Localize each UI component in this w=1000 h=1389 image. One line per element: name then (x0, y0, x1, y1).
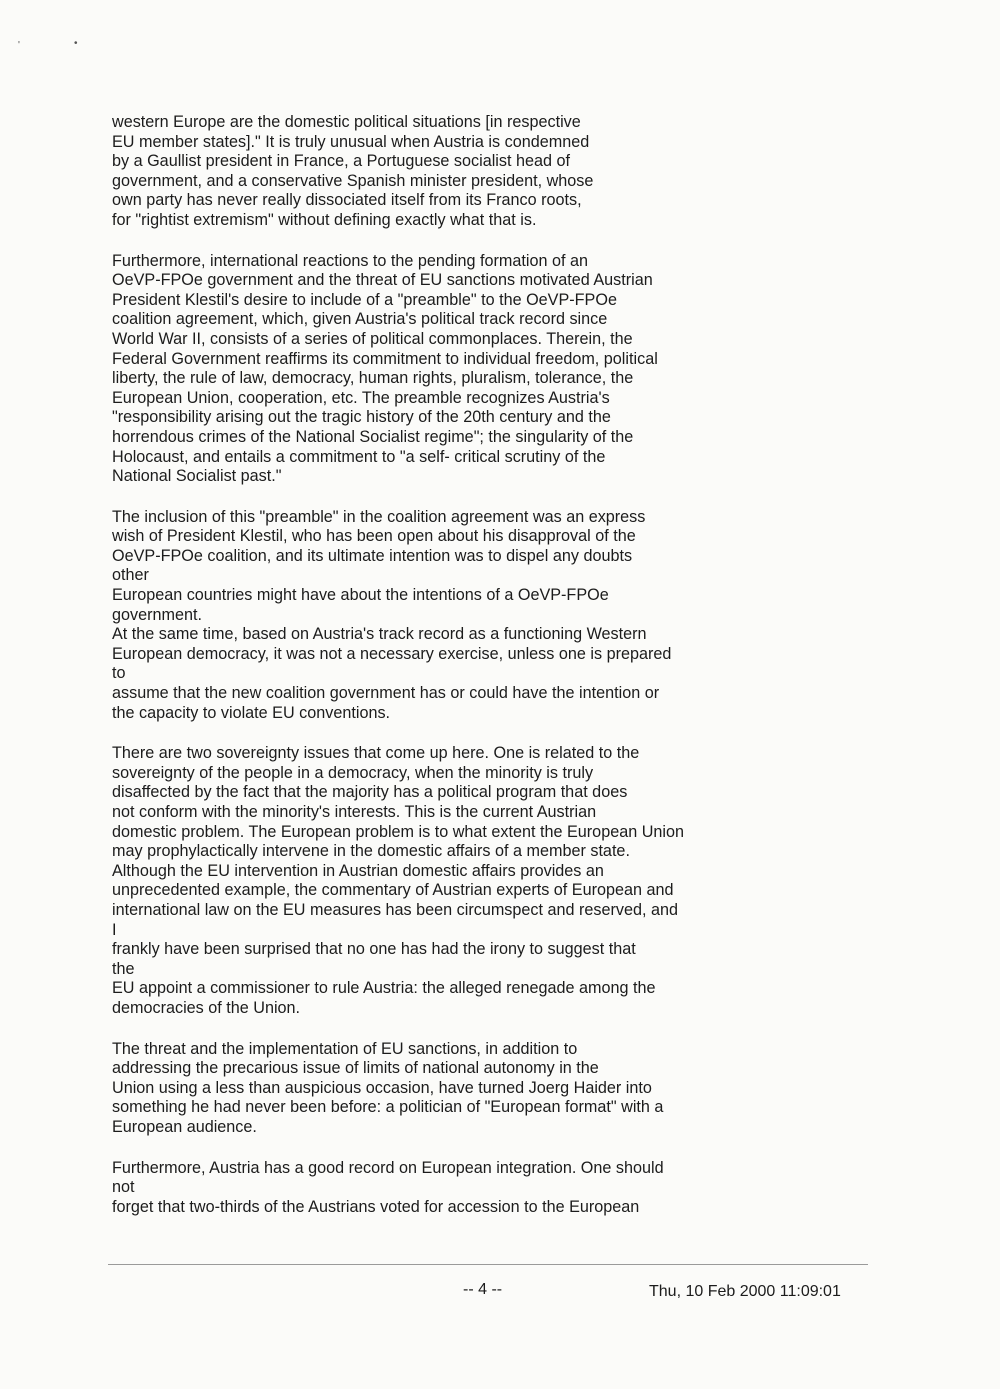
text-line: EU appoint a commissioner to rule Austria: the alleged renegade among the (112, 979, 656, 998)
text-line: "responsibility arising out the tragic history of the 20th century and the (112, 408, 611, 427)
paragraph (112, 508, 762, 724)
text-line: liberty, the rule of law, democracy, human rights, pluralism, tolerance, the (112, 369, 634, 388)
text-line: Union using a less than auspicious occasion, have turned Joerg Haider into (112, 1078, 652, 1097)
text-line: Federal Government reaffirms its commitment to individual freedom, political (112, 349, 658, 368)
text-line: the (112, 959, 135, 978)
footer-datetime: Thu, 10 Feb 2000 11:09:01 (649, 1283, 841, 1300)
text-line: wish of President Klestil, who has been open about his disapproval of the (112, 527, 636, 546)
paragraph (112, 744, 762, 1018)
text-line: The threat and the implementation of EU sanctions, in addition to (112, 1039, 578, 1058)
text-line: frankly have been surprised that no one has had the irony to suggest that (112, 940, 636, 959)
text-line: I (112, 920, 117, 939)
text-line: other (112, 566, 149, 585)
text-line: coalition agreement, which, given Austria's political track record since (112, 310, 608, 329)
text-line: something he had never been before: a politician of "European format" with a (112, 1098, 664, 1117)
text-line: European audience. (112, 1117, 257, 1136)
text-line: At the same time, based on Austria's track record as a functioning Western (112, 625, 647, 644)
text-line: There are two sovereignty issues that come up here. One is related to the (112, 744, 640, 763)
text-line: EU member states]." It is truly unusual when Austria is condemned (112, 132, 590, 151)
text-line: Holocaust, and entails a commitment to "a self- critical scrutiny of the (112, 447, 606, 466)
scan-mark-right: • (74, 38, 78, 49)
paragraph (112, 252, 762, 487)
text-line: the capacity to violate EU conventions. (112, 703, 391, 722)
text-line: Although the EU intervention in Austrian domestic affairs provides an (112, 861, 604, 880)
text-line: addressing the precarious issue of limits of national autonomy in the (112, 1059, 599, 1078)
paragraph (112, 1159, 762, 1218)
text-line: may prophylactically intervene in the domestic affairs of a member state. (112, 842, 630, 861)
text-line: not (112, 1178, 135, 1197)
text-line: horrendous crimes of the National Socialist regime"; the singularity of the (112, 427, 634, 446)
paragraph (112, 113, 762, 231)
text-line: international law on the EU measures has been circumspect and reserved, and (112, 900, 678, 919)
text-line: own party has never really dissociated itself from its Franco roots, (112, 191, 582, 210)
text-line: assume that the new coalition government has or could have the intention or (112, 684, 660, 703)
text-line: National Socialist past." (112, 467, 282, 486)
text-line: government. (112, 605, 202, 624)
text-line: Furthermore, international reactions to the pending formation of an (112, 251, 589, 270)
text-line: OeVP-FPOe government and the threat of EU sanctions motivated Austrian (112, 271, 653, 290)
text-line: to (112, 664, 126, 683)
text-line: government, and a conservative Spanish minister president, whose (112, 171, 594, 190)
body-text (112, 113, 762, 1238)
text-line: by a Gaullist president in France, a Portuguese socialist head of (112, 152, 571, 171)
text-line: western Europe are the domestic political situations [in respective (112, 113, 581, 131)
text-line: European Union, cooperation, etc. The preamble recognizes Austria's (112, 388, 610, 407)
text-line: unprecedented example, the commentary of Austrian experts of European and (112, 881, 674, 900)
text-line: democracies of the Union. (112, 998, 301, 1017)
text-line: European democracy, it was not a necessary exercise, unless one is prepared (112, 644, 672, 663)
scan-mark-left: ' (18, 40, 20, 51)
text-line: disaffected by the fact that the majority has a political program that does (112, 783, 628, 802)
text-line: World War II, consists of a series of political commonplaces. Therein, the (112, 329, 633, 348)
text-line: domestic problem. The European problem is to what extent the European Union (112, 822, 684, 841)
text-line: The inclusion of this "preamble" in the coalition agreement was an express (112, 507, 646, 526)
footer-divider (108, 1264, 868, 1265)
text-line: forget that two-thirds of the Austrians voted for accession to the European (112, 1197, 640, 1216)
text-line: sovereignty of the people in a democracy, when the minority is truly (112, 763, 594, 782)
text-line: for "rightist extremism" without defining exactly what that is. (112, 210, 537, 229)
text-line: OeVP-FPOe coalition, and its ultimate intention was to dispel any doubts (112, 546, 633, 565)
text-line: European countries might have about the intentions of a OeVP-FPOe (112, 586, 609, 605)
paragraph (112, 1040, 762, 1138)
page-number: -- 4 -- (463, 1281, 503, 1298)
text-line: not conform with the minority's interests. This is the current Austrian (112, 803, 597, 821)
text-line: President Klestil's desire to include of a "preamble" to the OeVP-FPOe (112, 290, 617, 309)
text-line: Furthermore, Austria has a good record on European integration. One should (112, 1158, 664, 1177)
